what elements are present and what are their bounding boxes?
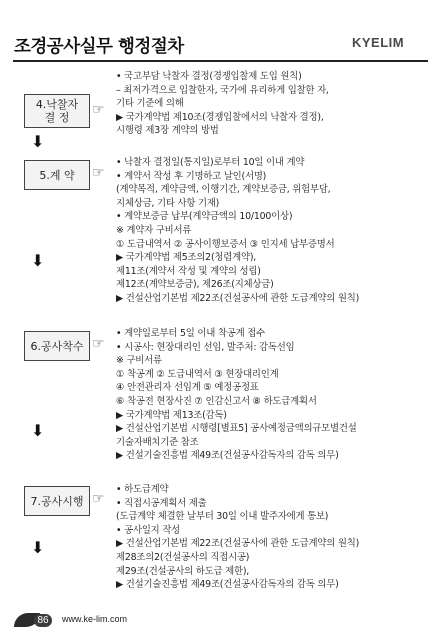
text-line: ▶ 건설기술진흥법 제49조(건설공사감독자의 감독 의무) bbox=[116, 450, 339, 462]
step-label-line: 결 정 bbox=[44, 111, 70, 124]
text-line: ※ 구비서류 bbox=[116, 355, 162, 367]
page-number: 86 bbox=[34, 614, 52, 627]
step-label-start bbox=[24, 331, 90, 361]
text-line: • 공사일지 작성 bbox=[116, 524, 181, 536]
text-line: 지체상금, 기타 사항 기재) bbox=[116, 197, 220, 209]
text-line: 시행령 제3장 계약의 방법 bbox=[116, 125, 219, 137]
text-line: 기술자배치기준 참조 bbox=[116, 436, 199, 448]
text-line: ▶ 건설기술진흥법 제49조(건설공사감독자의 감독 의무) bbox=[116, 579, 339, 591]
text-line: • 낙찰자 결정일(통지일)로부터 10일 이내 계약 bbox=[116, 157, 305, 168]
pointing-hand-icon: ☞ bbox=[92, 165, 105, 181]
down-arrow-icon: ⬇ bbox=[31, 421, 45, 440]
text-line: ▶ 국가계약법 제5조의2(청렴계약), bbox=[116, 252, 257, 264]
text-line: 제29조(건설공사의 하도급 제한), bbox=[116, 565, 250, 577]
text-line: • 계약서 작성 후 기명하고 날인(서명) bbox=[116, 170, 267, 182]
text-line: • 계약보증금 납부(계약금액의 10/100이상) bbox=[116, 211, 293, 223]
step-label-line: 4.낙찰자 bbox=[35, 98, 79, 111]
step-text-block bbox=[116, 483, 434, 592]
pointing-hand-icon: ☞ bbox=[92, 102, 105, 118]
down-arrow-icon: ⬇ bbox=[31, 538, 45, 557]
text-line: • 계약일로부터 5일 이내 착공계 접수 bbox=[116, 328, 265, 339]
text-line: ⑥ 착공전 현장사진 ⑦ 인감신고서 ⑧ 하도급계획서 bbox=[116, 395, 317, 407]
step-label-execution bbox=[24, 486, 90, 516]
text-line: ▶ 국가계약법 제13조(감독) bbox=[116, 409, 227, 421]
pointing-hand-icon: ☞ bbox=[92, 491, 105, 507]
text-line: ▶ 국가계약법 제10조(경쟁입찰에서의 낙찰자 결정), bbox=[116, 111, 324, 123]
step-label-line: 6.공사착수 bbox=[30, 339, 84, 353]
step-label-contract bbox=[24, 160, 90, 190]
text-line: ① 도급내역서 ② 공사이행보증서 ③ 인지세 납부증명서 bbox=[116, 238, 335, 250]
text-line: 기타 기준에 의해 bbox=[116, 98, 184, 110]
step-label-award bbox=[24, 94, 90, 128]
text-line: • 직접시공계획서 제출 bbox=[116, 497, 207, 509]
text-line: 제28조의2(건설공사의 직접시공) bbox=[116, 551, 250, 563]
text-line: • 시공사: 현장대리인 선임, 발주처: 감독선임 bbox=[116, 341, 295, 353]
page-title: 조경공사실무 행정절차 bbox=[14, 37, 184, 57]
pointing-hand-icon: ☞ bbox=[92, 336, 105, 352]
text-line: ④ 안전관리자 선임계 ⑤ 예정공정표 bbox=[116, 382, 259, 394]
step-label-line: 7.공사시행 bbox=[30, 494, 84, 508]
text-line: ▶ 건설산업기본법 시행령[별표5] 공사예정금액의규모별건설 bbox=[116, 423, 357, 435]
text-line: • 하도급계약 bbox=[116, 484, 169, 495]
header-rule bbox=[13, 60, 428, 62]
step-text-block bbox=[116, 156, 434, 306]
step-text-block bbox=[116, 327, 434, 463]
down-arrow-icon: ⬇ bbox=[31, 251, 45, 270]
step-label-line: 5.계 약 bbox=[39, 168, 75, 182]
logo-text: KYELIM bbox=[352, 35, 405, 50]
text-line: ▶ 건설산업기본법 제22조(건설공사에 관한 도급계약의 원칙) bbox=[116, 292, 360, 304]
text-line: (도급계약 체결한 날부터 30일 이내 발주자에게 통보) bbox=[116, 511, 329, 523]
website-url: www.ke-lim.com bbox=[62, 614, 128, 624]
text-line: 제12조(계약보증금), 제26조(지체상금) bbox=[116, 279, 274, 291]
kyelim-logo bbox=[352, 35, 404, 50]
text-line: 제11조(계약서 작성 및 계약의 성립) bbox=[116, 265, 261, 277]
text-line: – 최저가격으로 입찰한자, 국가에 유리하게 입찰한 자, bbox=[116, 84, 329, 96]
text-line: ※ 계약자 구비서류 bbox=[116, 224, 192, 236]
step-text-block bbox=[116, 70, 434, 138]
text-line: ▶ 건설산업기본법 제22조(건설공사에 관한 도급계약의 원칙) bbox=[116, 538, 360, 550]
text-line: (계약목적, 계약금액, 이행기간, 계약보증금, 위험부담, bbox=[116, 184, 331, 196]
text-line: • 국고부담 낙찰자 결정(경쟁입찰제 도입 원칙) bbox=[116, 71, 302, 82]
text-line: ① 착공계 ② 도급내역서 ③ 현장대리인계 bbox=[116, 368, 279, 380]
down-arrow-icon: ⬇ bbox=[31, 132, 45, 151]
